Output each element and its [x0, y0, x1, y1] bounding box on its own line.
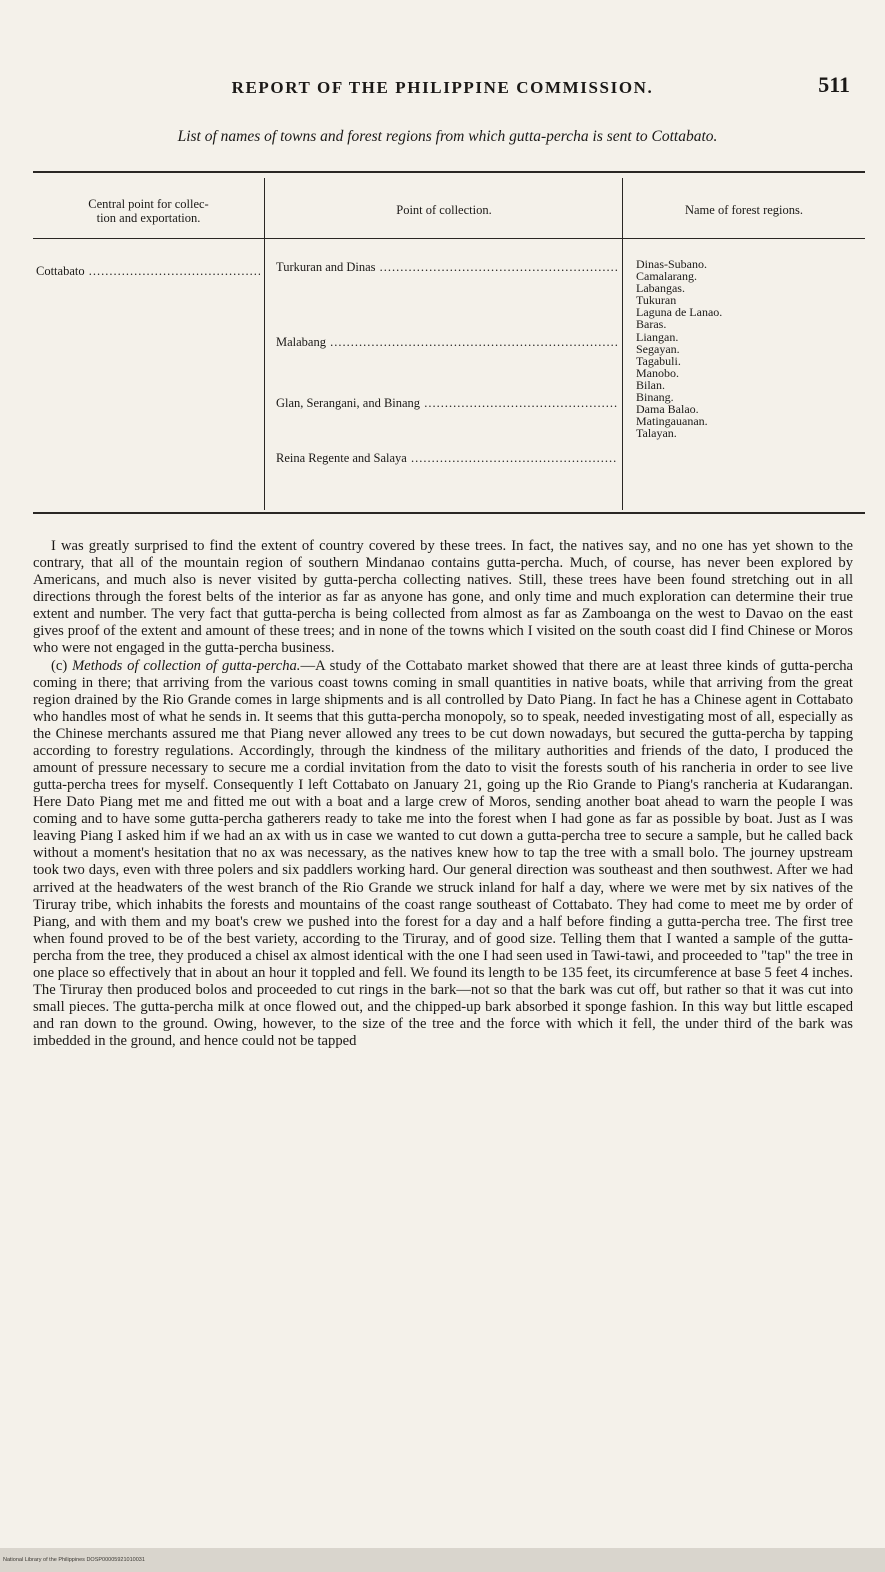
point-of-collection: Glan, Serangani, and Binang — [276, 396, 421, 410]
point-of-collection: Malabang — [276, 335, 326, 349]
table-header-rule — [33, 238, 865, 239]
list-item: Manobo. — [636, 365, 679, 380]
column-header-central-line-1: Central point for collec- — [88, 197, 209, 211]
table-row — [276, 335, 618, 350]
body-text — [33, 538, 853, 1543]
table-title: List of names of towns and forest regions from which gutta-percha is sent to Cottabato. — [177, 128, 718, 145]
list-item: Camalarang. — [636, 269, 697, 284]
table-column-divider-1 — [264, 178, 265, 510]
page-header — [0, 70, 885, 110]
section-label: (c) — [51, 657, 68, 674]
list-item: Liangan. — [636, 329, 679, 344]
section-heading: Methods of collection of gutta-percha. — [72, 657, 301, 674]
column-header-regions: Name of forest regions. — [684, 203, 804, 217]
central-point-name: Cottabato — [36, 264, 85, 278]
column-header-central-line-2: tion and exportation. — [96, 211, 201, 225]
paragraph-methods — [33, 658, 853, 1051]
table-row — [276, 396, 618, 411]
table-bottom-rule — [33, 512, 865, 514]
scan-footer-text: National Library of the Philippines DOSP00005921010031 — [3, 1557, 145, 1563]
central-point-cell — [36, 264, 260, 279]
list-item: Segayan. — [636, 341, 680, 356]
list-item: Laguna de Lanao. — [636, 305, 723, 320]
list-item: Baras. — [636, 317, 667, 332]
table-row — [276, 260, 618, 275]
column-header-point: Point of collection. — [396, 203, 492, 217]
point-of-collection: Turkuran and Dinas — [276, 260, 376, 274]
paragraph-extent: I was greatly surprised to find the extent of country covered by these trees. In fact, the natives say, and no one has yet shown to the contrary, that all of the mountain region of southern Mindanao contains gutta-percha. Much, of course, has never been explored by Americans, and much also is never visited by gutta-percha collecting natives. Still, these trees have been found stretching out in all directions through the forest belts of the interior as far as anyone has gone, and only time and much exploration can determine their true extent and number. The very fact that gutta-percha is being collected from almost as far as Zamboanga on the west to Davao on the east gives proof of the extent and amount of these trees; and in none of the towns which I visited on the south coast did I find Chinese or Moros who were not engaged in the gutta-percha business. — [33, 538, 853, 657]
paragraph-methods-text: —A study of the Cottabato market showed that there are at least three kinds of gutta-percha coming in there; that arriving from the various coast towns coming in small quantities in native boats, while that arriving from the great region drained by the Rio Grande comes in large shipments and is all controlled by Dato Piang. In fact he has a Chinese agent in Cottabato who handles most of what he sends in. It seems that this gutta-percha monopoly, so to speak, needed investigating most of all, especially as the Chinese merchants assured me that Piang never allowed any trees to be cut down nowadays, but secured the gutta-percha by tapping according to forestry regulations. Accordingly, through the kindness of the military authorities and friends of the dato, I produced the amount of pressure necessary to secure me a cordial invitation from the dato to visit the forests south of his rancheria in order to see live gutta-percha trees for myself. Consequently I left Cottabato on January 21, going up the Rio Grande to Piang's rancheria at Kudarangan. Here Dato Piang met me and fitted me out with a boat and a large crew of Moros, sending another boat ahead to warn the people I was coming and to have some gutta-percha gatherers ready to take me into the forest when I had gone as far as possible by boat. Just as I was leaving Piang I asked him if we had an ax with us in case we wanted to cut down a gutta-percha tree to secure a sample, but he called back without a moment's hesitation that no ax was necessary, as the natives knew how to tap the tree with a small bolo. The journey upstream took two days, even with three polers and six paddlers working hard. Our general direction was southeast and then southwest. After we had arrived at the headwaters of the west branch of the Rio Grande we struck inland for half a day, where we were met by six natives of the Tiruray tribe, which inhabits the forests and mountains of the coast range southeast of Cottabato. They had come to meet me by order of Piang, and with them and my boat's crew we pushed into the forest for a day and a half before finding a gutta-percha tree. The first tree when found proved to be of the best variety, according to the Tiruray, and of good size. Telling them that I wanted a sample of the gutta-percha from the tree, they produced a chisel ax almost identical with the one I had seen used in Tawi-tawi, and proceeded to "tap" the tree in one place so effectively that in about an hour it toppled and fell. We found its length to be 135 feet, its circumference at base 5 feet 4 inches. The Tiruray then produced bolos and proceeded to cut rings in the bark—not so that the bark was cut off, but rather so that it was cut into small pieces. The gutta-percha milk at once flowed out, and the chipped-up bark absorbed it sponge fashion. In this way but little escaped and ran down to the ground. Owing, however, to the size of the tree and the force with which it fell, the under third of the bark was imbedded in the ground, and hence could not be tapped — [33, 657, 853, 1050]
list-item: Tagabuli. — [636, 353, 681, 368]
list-item: Labangas. — [636, 281, 685, 296]
column-header-central-point — [36, 197, 261, 225]
list-item: Dinas-Subano. — [636, 257, 707, 271]
point-of-collection: Reina Regente and Salaya — [276, 451, 407, 465]
page-number: 511 — [818, 72, 850, 97]
table-top-rule — [33, 171, 865, 173]
list-item: Dama Balao. — [636, 402, 699, 417]
list-item: Talayan. — [636, 426, 677, 441]
list-item: Binang. — [636, 390, 674, 405]
list-item: Matingauanan. — [636, 414, 708, 429]
table-column-divider-2 — [622, 178, 623, 510]
list-item: Tukuran — [636, 293, 677, 308]
forest-region-list — [636, 258, 851, 439]
list-item: Bilan. — [636, 377, 665, 392]
running-head: REPORT OF THE PHILIPPINE COMMISSION. — [231, 78, 654, 97]
table-row — [276, 451, 618, 466]
